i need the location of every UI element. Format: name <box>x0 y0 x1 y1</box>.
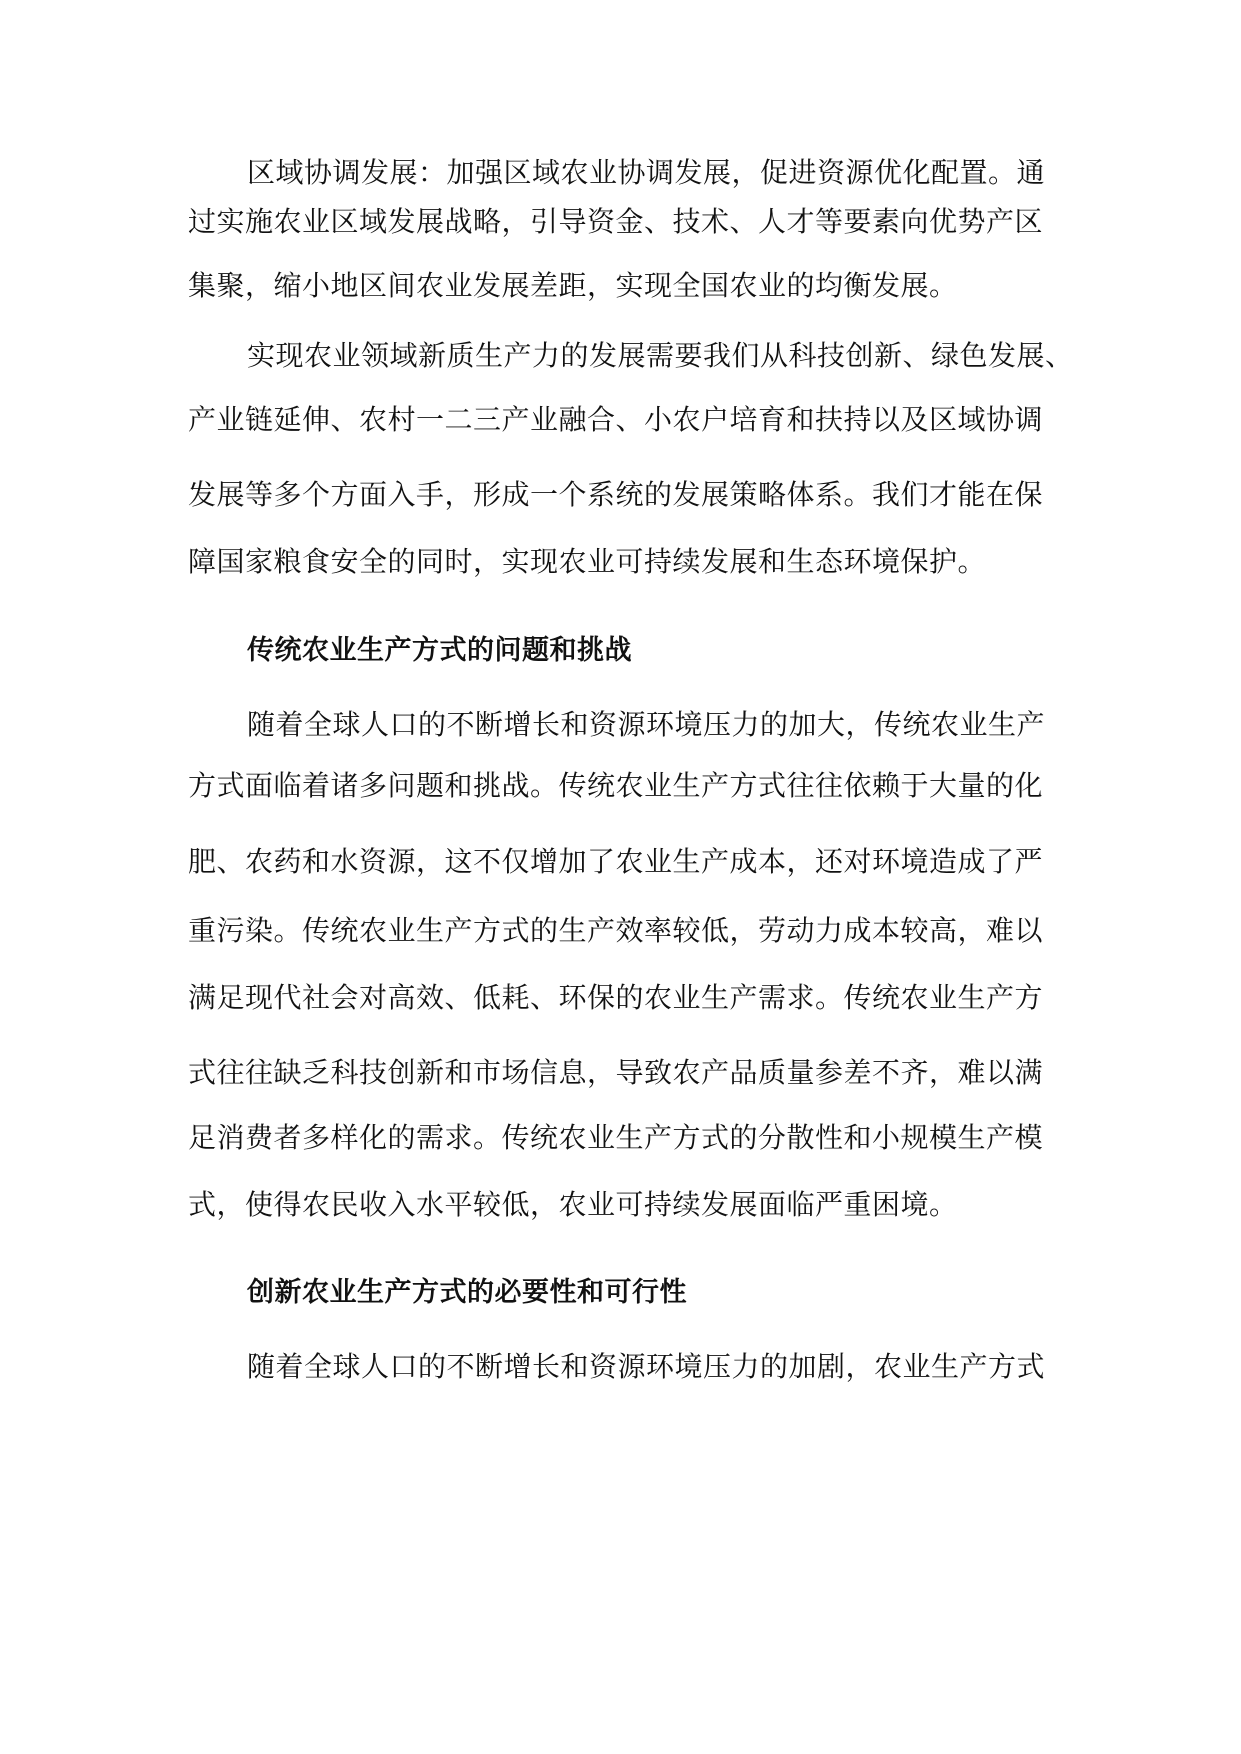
paragraph-line: 集聚，缩小地区间农业发展差距，实现全国农业的均衡发展。 <box>188 269 958 302</box>
paragraph-line: 肥、农药和水资源，这不仅增加了农业生产成本，还对环境造成了严 <box>188 845 1044 878</box>
paragraph-line: 随着全球人口的不断增长和资源环境压力的加大，传统农业生产 <box>247 708 1046 741</box>
paragraph-line: 产业链延伸、农村一二三产业融合、小农户培育和扶持以及区域协调 <box>188 403 1044 436</box>
paragraph-line: 足消费者多样化的需求。传统农业生产方式的分散性和小规模生产模 <box>188 1121 1044 1154</box>
paragraph-line: 区域协调发展：加强区域农业协调发展，促进资源优化配置。通 <box>247 156 1046 189</box>
paragraph-line: 发展等多个方面入手，形成一个系统的发展策略体系。我们才能在保 <box>188 478 1044 511</box>
paragraph-line: 式往往缺乏科技创新和市场信息，导致农产品质量参差不齐，难以满 <box>188 1056 1044 1089</box>
paragraph-line: 重污染。传统农业生产方式的生产效率较低，劳动力成本较高，难以 <box>188 914 1044 947</box>
paragraph-line: 过实施农业区域发展战略，引导资金、技术、人才等要素向优势产区 <box>188 205 1044 238</box>
section-heading: 传统农业生产方式的问题和挑战 <box>247 635 632 666</box>
section-heading: 创新农业生产方式的必要性和可行性 <box>247 1277 687 1308</box>
paragraph-line: 实现农业领域新质生产力的发展需要我们从科技创新、绿色发展、 <box>247 339 1074 372</box>
paragraph-line: 方式面临着诸多问题和挑战。传统农业生产方式往往依赖于大量的化 <box>188 769 1044 802</box>
paragraph-line: 式，使得农民收入水平较低，农业可持续发展面临严重困境。 <box>188 1188 958 1221</box>
paragraph-line: 障国家粮食安全的同时，实现农业可持续发展和生态环境保护。 <box>188 545 987 578</box>
paragraph-line: 随着全球人口的不断增长和资源环境压力的加剧，农业生产方式 <box>247 1350 1046 1383</box>
paragraph-line: 满足现代社会对高效、低耗、环保的农业生产需求。传统农业生产方 <box>188 981 1044 1014</box>
